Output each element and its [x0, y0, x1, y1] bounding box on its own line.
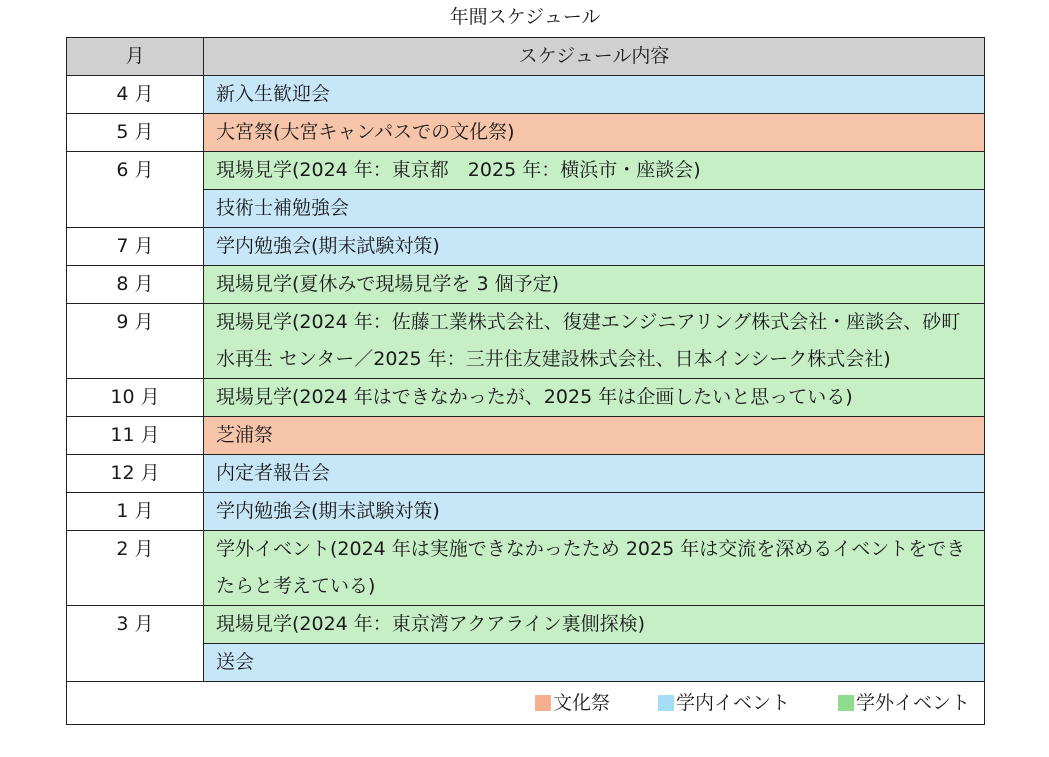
- row-november: [67, 417, 985, 455]
- month-cell: 6 月: [67, 152, 204, 228]
- row-january: [67, 493, 985, 531]
- culture-swatch: [535, 695, 551, 711]
- schedule-item: 技術士補勉強会: [204, 190, 985, 228]
- external-swatch: [838, 695, 854, 711]
- row-october: [67, 379, 985, 417]
- row-june: [67, 152, 985, 190]
- row-february: [67, 531, 985, 606]
- schedule-item: 現場見学(2024 年：東京都 2025 年：横浜市・座談会): [204, 152, 985, 190]
- schedule-item: 新入生歓迎会: [204, 76, 985, 114]
- schedule-item: 現場見学(夏休みで現場見学を 3 個予定): [204, 266, 985, 304]
- month-cell: 2 月: [67, 531, 204, 606]
- month-cell: 5 月: [67, 114, 204, 152]
- legend-cell: [67, 682, 985, 725]
- legend-internal: [658, 685, 790, 722]
- schedule-item: 内定者報告会: [204, 455, 985, 493]
- schedule-table: [66, 37, 985, 725]
- legend-row: [67, 682, 985, 725]
- month-cell: 7 月: [67, 228, 204, 266]
- legend-external: [838, 685, 970, 722]
- row-march-2: [67, 644, 985, 682]
- schedule-item: 大宮祭(大宮キャンパスでの文化祭): [204, 114, 985, 152]
- schedule-item: 現場見学(2024 年：佐藤工業株式会社、復建エンジニアリング株式会社・座談会、砂町水再生 センター／2025 年：三井住友建設株式会社、日本インシーク株式会社): [204, 304, 985, 379]
- legend-internal-label: 学内イベント: [675, 691, 790, 714]
- row-may: [67, 114, 985, 152]
- month-cell: 10 月: [67, 379, 204, 417]
- row-july: [67, 228, 985, 266]
- row-september: [67, 304, 985, 379]
- row-august: [67, 266, 985, 304]
- header-row: [67, 38, 985, 76]
- legend: [67, 685, 984, 722]
- schedule-item: 学内勉強会(期末試験対策): [204, 493, 985, 531]
- legend-culture: [535, 685, 610, 722]
- row-march: [67, 606, 985, 644]
- month-cell: 11 月: [67, 417, 204, 455]
- legend-culture-label: 文化祭: [552, 691, 610, 714]
- month-cell: 4 月: [67, 76, 204, 114]
- row-june-2: [67, 190, 985, 228]
- schedule-item: 現場見学(2024 年はできなかったが、2025 年は企画したいと思っている): [204, 379, 985, 417]
- row-december: [67, 455, 985, 493]
- schedule-item: 現場見学(2024 年：東京湾アクアライン裏側探検): [204, 606, 985, 644]
- month-cell: 12 月: [67, 455, 204, 493]
- month-header: 月: [67, 38, 204, 76]
- month-cell: 9 月: [67, 304, 204, 379]
- month-cell: 3 月: [67, 606, 204, 682]
- month-cell: 8 月: [67, 266, 204, 304]
- legend-external-label: 学外イベント: [855, 691, 970, 714]
- table-title: 年間スケジュール: [449, 6, 601, 28]
- content-header: スケジュール内容: [204, 38, 985, 76]
- month-cell: 1 月: [67, 493, 204, 531]
- schedule-item: 芝浦祭: [204, 417, 985, 455]
- schedule-item: 学内勉強会(期末試験対策): [204, 228, 985, 266]
- row-april: [67, 76, 985, 114]
- schedule-item: 送会: [204, 644, 985, 682]
- schedule-item: 学外イベント(2024 年は実施できなかったため 2025 年は交流を深めるイベントをできたらと考えている): [204, 531, 985, 606]
- internal-swatch: [658, 695, 674, 711]
